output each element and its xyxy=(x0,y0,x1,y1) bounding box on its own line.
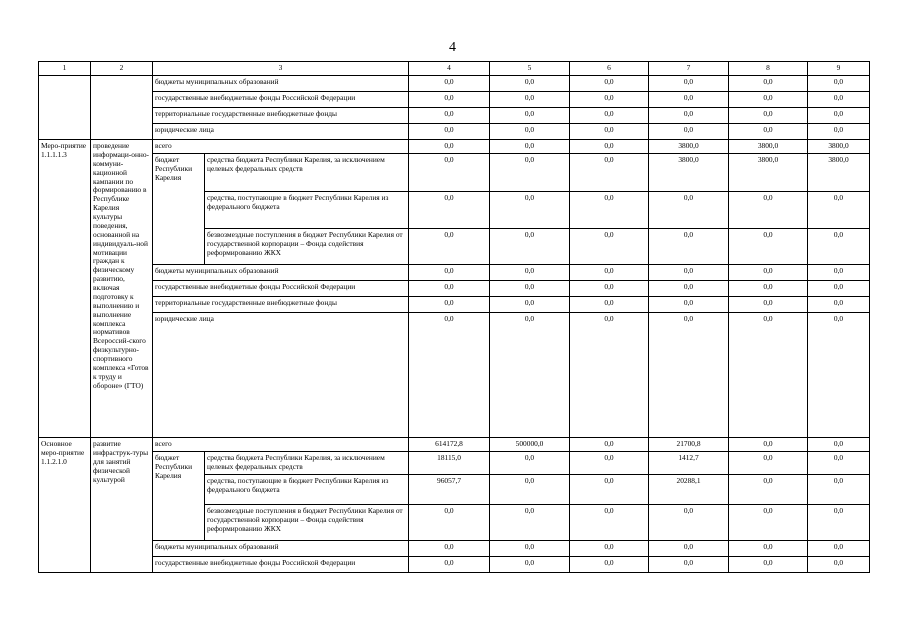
value-cell: 3800,0 xyxy=(729,154,808,192)
value-cell: 0,0 xyxy=(570,124,649,140)
source-label: бюджеты муниципальных образований xyxy=(153,265,409,281)
name-cell xyxy=(91,76,153,140)
value-cell: 0,0 xyxy=(409,76,490,92)
table-row xyxy=(39,154,870,192)
header-cell: 2 xyxy=(91,62,153,76)
value-cell: 500000,0 xyxy=(490,438,570,452)
value-cell: 0,0 xyxy=(729,108,808,124)
value-cell: 0,0 xyxy=(409,92,490,108)
measure-name: развитие инфраструк-туры для занятий физической культурой xyxy=(91,438,153,573)
value-cell: 0,0 xyxy=(490,124,570,140)
value-cell: 0,0 xyxy=(409,297,490,313)
table-row xyxy=(39,108,870,124)
value-cell: 0,0 xyxy=(490,281,570,297)
table-row xyxy=(39,140,870,154)
header-cell: 9 xyxy=(808,62,870,76)
value-cell: 0,0 xyxy=(729,192,808,229)
source-label: средства бюджета Республики Карелия, за исключением целевых федеральных средств xyxy=(205,154,409,192)
value-cell: 0,0 xyxy=(808,192,870,229)
table-row xyxy=(39,541,870,557)
table-row xyxy=(39,452,870,475)
table-row xyxy=(39,297,870,313)
value-cell: 0,0 xyxy=(649,281,729,297)
source-label: безвозмездные поступления в бюджет Республики Карелия от государственной корпорации – Фонда содействия реформированию ЖКХ xyxy=(205,229,409,265)
value-cell: 0,0 xyxy=(409,557,490,573)
source-label: безвозмездные поступления в бюджет Республики Карелия от государственной корпорации – Фонда содействия реформированию ЖКХ xyxy=(205,505,409,541)
value-cell: 0,0 xyxy=(570,192,649,229)
value-cell: 0,0 xyxy=(808,505,870,541)
value-cell: 0,0 xyxy=(570,281,649,297)
value-cell: 0,0 xyxy=(808,92,870,108)
value-cell: 0,0 xyxy=(808,76,870,92)
value-cell: 0,0 xyxy=(729,92,808,108)
table-row xyxy=(39,76,870,92)
value-cell: 0,0 xyxy=(490,297,570,313)
source-label: юридические лица xyxy=(153,124,409,140)
header-cell: 6 xyxy=(570,62,649,76)
value-cell: 0,0 xyxy=(649,76,729,92)
source-label: государственные внебюджетные фонды Российской Федерации xyxy=(153,281,409,297)
table-row xyxy=(39,92,870,108)
value-cell: 18115,0 xyxy=(409,452,490,475)
value-cell: 0,0 xyxy=(409,281,490,297)
value-cell: 0,0 xyxy=(808,475,870,505)
header-cell: 4 xyxy=(409,62,490,76)
value-cell: 0,0 xyxy=(570,541,649,557)
value-cell: 3800,0 xyxy=(808,154,870,192)
value-cell: 0,0 xyxy=(570,76,649,92)
source-label: юридические лица xyxy=(153,313,409,438)
value-cell: 0,0 xyxy=(649,192,729,229)
value-cell: 0,0 xyxy=(808,265,870,281)
value-cell: 0,0 xyxy=(808,108,870,124)
value-cell: 20288,1 xyxy=(649,475,729,505)
code-cell xyxy=(39,76,91,140)
value-cell: 0,0 xyxy=(808,313,870,438)
source-label: средства бюджета Республики Карелия, за исключением целевых федеральных средств xyxy=(205,452,409,475)
value-cell: 0,0 xyxy=(490,76,570,92)
financing-table xyxy=(38,61,870,573)
table-row xyxy=(39,265,870,281)
source-label: средства, поступающие в бюджет Республики Карелия из федерального бюджета xyxy=(205,475,409,505)
source-label: бюджеты муниципальных образований xyxy=(153,76,409,92)
table-row xyxy=(39,313,870,438)
budget-label: бюджет Республики Карелия xyxy=(153,452,205,541)
value-cell: 0,0 xyxy=(570,265,649,281)
total-label: всего xyxy=(153,140,409,154)
measure-code: Основное меро-приятие 1.1.2.1.0 xyxy=(39,438,91,573)
source-label: бюджеты муниципальных образований xyxy=(153,541,409,557)
value-cell: 0,0 xyxy=(570,92,649,108)
value-cell: 3800,0 xyxy=(649,154,729,192)
value-cell: 0,0 xyxy=(649,124,729,140)
measure-name: проведение информаци-онно-коммуни-кационной кампании по формированию в Республике Карелия культуры поведения, основанной на индивидуаль-ной мотивации граждан к физическому развитию, включая подготовку к выполнению и выполнение комплекса нормативов Всероссий-ского физкультурно-спортивного комплекса «Готов к труду и обороне» (ГТО) xyxy=(91,140,153,438)
value-cell: 0,0 xyxy=(490,452,570,475)
value-cell: 0,0 xyxy=(729,313,808,438)
value-cell: 0,0 xyxy=(409,108,490,124)
value-cell: 3800,0 xyxy=(808,140,870,154)
value-cell: 0,0 xyxy=(409,140,490,154)
value-cell: 0,0 xyxy=(490,505,570,541)
value-cell: 0,0 xyxy=(490,92,570,108)
table-row xyxy=(39,557,870,573)
value-cell: 0,0 xyxy=(490,265,570,281)
table-header-row xyxy=(39,62,870,76)
header-cell: 3 xyxy=(153,62,409,76)
value-cell: 0,0 xyxy=(490,475,570,505)
source-label: государственные внебюджетные фонды Российской Федерации xyxy=(153,92,409,108)
value-cell: 0,0 xyxy=(409,154,490,192)
value-cell: 0,0 xyxy=(808,541,870,557)
value-cell: 0,0 xyxy=(649,108,729,124)
value-cell: 0,0 xyxy=(570,297,649,313)
value-cell: 1412,7 xyxy=(649,452,729,475)
budget-label: бюджет Республики Карелия xyxy=(153,154,205,265)
value-cell: 21700,8 xyxy=(649,438,729,452)
value-cell: 0,0 xyxy=(409,124,490,140)
value-cell: 0,0 xyxy=(570,154,649,192)
header-cell: 8 xyxy=(729,62,808,76)
source-label: государственные внебюджетные фонды Российской Федерации xyxy=(153,557,409,573)
value-cell: 0,0 xyxy=(649,505,729,541)
value-cell: 0,0 xyxy=(570,452,649,475)
value-cell: 0,0 xyxy=(729,265,808,281)
value-cell: 0,0 xyxy=(808,124,870,140)
value-cell: 3800,0 xyxy=(649,140,729,154)
value-cell: 0,0 xyxy=(729,475,808,505)
value-cell: 0,0 xyxy=(649,557,729,573)
value-cell: 0,0 xyxy=(409,229,490,265)
value-cell: 0,0 xyxy=(490,108,570,124)
value-cell: 0,0 xyxy=(570,108,649,124)
value-cell: 0,0 xyxy=(409,313,490,438)
value-cell: 0,0 xyxy=(729,505,808,541)
value-cell: 0,0 xyxy=(808,281,870,297)
value-cell: 0,0 xyxy=(570,313,649,438)
source-label: территориальные государственные внебюджетные фонды xyxy=(153,108,409,124)
value-cell: 0,0 xyxy=(409,505,490,541)
source-label: территориальные государственные внебюджетные фонды xyxy=(153,297,409,313)
header-cell: 1 xyxy=(39,62,91,76)
value-cell: 0,0 xyxy=(570,438,649,452)
value-cell: 0,0 xyxy=(570,505,649,541)
value-cell: 0,0 xyxy=(729,124,808,140)
measure-code: Меро-приятие 1.1.1.1.3 xyxy=(39,140,91,438)
value-cell: 0,0 xyxy=(649,541,729,557)
value-cell: 614172,8 xyxy=(409,438,490,452)
source-label: средства, поступающие в бюджет Республики Карелия из федерального бюджета xyxy=(205,192,409,229)
value-cell: 0,0 xyxy=(649,92,729,108)
value-cell: 96057,7 xyxy=(409,475,490,505)
page-number: 4 xyxy=(449,40,456,55)
value-cell: 0,0 xyxy=(808,557,870,573)
value-cell: 0,0 xyxy=(490,140,570,154)
value-cell: 0,0 xyxy=(729,297,808,313)
table-row xyxy=(39,124,870,140)
value-cell: 0,0 xyxy=(570,557,649,573)
header-cell: 5 xyxy=(490,62,570,76)
value-cell: 0,0 xyxy=(490,229,570,265)
value-cell: 0,0 xyxy=(490,313,570,438)
value-cell: 0,0 xyxy=(490,154,570,192)
value-cell: 0,0 xyxy=(490,557,570,573)
table-row xyxy=(39,438,870,452)
value-cell: 0,0 xyxy=(409,265,490,281)
value-cell: 0,0 xyxy=(409,541,490,557)
value-cell: 0,0 xyxy=(729,229,808,265)
value-cell: 0,0 xyxy=(649,229,729,265)
value-cell: 0,0 xyxy=(490,541,570,557)
value-cell: 0,0 xyxy=(570,140,649,154)
total-label: всего xyxy=(153,438,409,452)
value-cell: 0,0 xyxy=(729,557,808,573)
value-cell: 0,0 xyxy=(808,229,870,265)
value-cell: 0,0 xyxy=(808,452,870,475)
table-row xyxy=(39,281,870,297)
value-cell: 0,0 xyxy=(729,281,808,297)
header-cell: 7 xyxy=(649,62,729,76)
value-cell: 0,0 xyxy=(649,265,729,281)
value-cell: 0,0 xyxy=(729,76,808,92)
value-cell: 0,0 xyxy=(570,475,649,505)
value-cell: 0,0 xyxy=(808,438,870,452)
value-cell: 0,0 xyxy=(409,192,490,229)
value-cell: 0,0 xyxy=(808,297,870,313)
value-cell: 0,0 xyxy=(570,229,649,265)
value-cell: 0,0 xyxy=(649,297,729,313)
value-cell: 0,0 xyxy=(729,452,808,475)
value-cell: 0,0 xyxy=(649,313,729,438)
table-body xyxy=(39,62,870,573)
value-cell: 0,0 xyxy=(729,438,808,452)
value-cell: 0,0 xyxy=(490,192,570,229)
value-cell: 0,0 xyxy=(729,541,808,557)
value-cell: 3800,0 xyxy=(729,140,808,154)
